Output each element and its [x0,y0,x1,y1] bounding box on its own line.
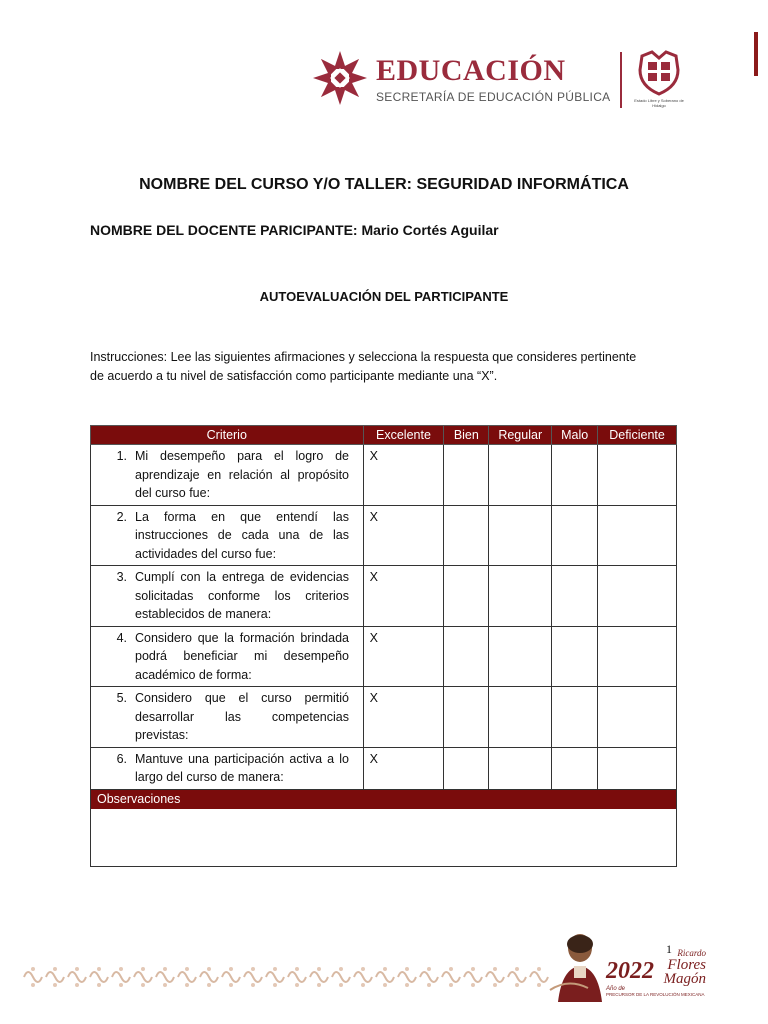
criterion-cell [91,747,364,789]
rating-cell-deficiente[interactable] [598,445,677,506]
accent-bar [754,32,758,76]
footer-logo [548,930,708,1002]
rating-cell-excelente[interactable]: X [363,505,444,566]
instructions-text: Instrucciones: Lee las siguientes afirmaciones y selecciona la respuesta que consideres pertinente de acuerdo a tu nivel de satisfacción como participante mediante una “X”. [90,350,637,383]
rating-cell-regular[interactable] [489,445,552,506]
rating-cell-excelente[interactable]: X [363,687,444,748]
footer-name [660,948,706,986]
rating-cell-excelente[interactable]: X [363,445,444,506]
criterion-number: 1. [116,449,127,463]
observations-box [90,789,677,867]
logo-divider [620,52,622,108]
footer-name-mid: Flores [667,957,706,973]
table-row [91,626,677,687]
rating-cell-deficiente[interactable] [598,687,677,748]
seal-caption: Estado Libre y Soberano de Hidalgo [634,98,684,108]
rating-cell-bien[interactable] [444,687,489,748]
rating-cell-deficiente[interactable] [598,747,677,789]
teacher-name: NOMBRE DEL DOCENTE PARICIPANTE: Mario Cortés Aguilar [90,222,499,238]
rating-cell-regular[interactable] [489,505,552,566]
criterion-cell [91,505,364,566]
table-row [91,445,677,506]
column-header-criterio: Criterio [91,426,364,445]
course-title: NOMBRE DEL CURSO Y/O TALLER: SEGURIDAD INFORMÁTICA [139,176,629,193]
footer-name-last: Magón [663,971,706,987]
table-row [91,505,677,566]
column-header-malo: Malo [552,426,598,445]
footer-tagline: PRECURSOR DE LA REVOLUCIÓN MEXICANA [606,992,705,997]
observations-label: Observaciones [91,790,676,809]
education-star-icon [312,50,368,106]
rating-cell-malo[interactable] [552,445,598,506]
brand-name: EDUCACIÓN [376,54,566,87]
rating-cell-excelente[interactable]: X [363,626,444,687]
page-number: 1 [666,942,672,956]
rating-cell-regular[interactable] [489,566,552,627]
criterion-number: 4. [116,630,127,645]
criterion-cell [91,626,364,687]
column-header-deficiente: Deficiente [598,426,677,445]
portrait-illustration-icon [548,930,608,1002]
table-row [91,687,677,748]
column-header-regular: Regular [489,426,552,445]
rating-cell-deficiente[interactable] [598,626,677,687]
rating-cell-malo[interactable] [552,687,598,748]
footer-year: 2022 [606,958,654,984]
rating-cell-regular[interactable] [489,687,552,748]
rating-cell-malo[interactable] [552,505,598,566]
rating-cell-bien[interactable] [444,747,489,789]
criterion-text: Cumplí con la entrega de evidencias solicitadas conforme los criterios establecidos de manera: [135,570,349,621]
table-row [91,566,677,627]
rating-cell-malo[interactable] [552,626,598,687]
criterion-text: Mi desempeño para el logro de aprendizaje en relación al propósito del curso fue: [135,449,349,500]
rating-cell-malo[interactable] [552,566,598,627]
rating-cell-bien[interactable] [444,566,489,627]
rating-cell-excelente[interactable]: X [363,566,444,627]
rating-cell-regular[interactable] [489,747,552,789]
state-seal-icon [634,50,684,96]
rating-cell-bien[interactable] [444,626,489,687]
rating-cell-deficiente[interactable] [598,505,677,566]
column-header-bien: Bien [444,426,489,445]
criterion-number: 5. [116,691,127,705]
brand-subtitle: SECRETARÍA DE EDUCACIÓN PÚBLICA [376,90,611,104]
footer-year-caption: Año de [606,986,626,992]
table-header-row [91,426,677,445]
rating-cell-excelente[interactable]: X [363,747,444,789]
rating-cell-bien[interactable] [444,505,489,566]
footer-name-first: Ricardo [677,948,706,958]
rating-cell-regular[interactable] [489,626,552,687]
criterion-number: 6. [116,751,127,766]
criterion-text: Mantuve una participación activa a lo largo del curso de manera: [135,751,349,784]
criterion-number: 3. [116,570,127,584]
criterion-cell [91,566,364,627]
table-row [91,747,677,789]
rating-cell-deficiente[interactable] [598,566,677,627]
rating-cell-malo[interactable] [552,747,598,789]
observations-field[interactable] [91,809,676,865]
criterion-text: La forma en que entendí las instrucciones de cada una de las actividades del curso fue: [135,509,349,561]
criterion-cell [91,687,364,748]
evaluation-table [90,425,677,790]
criterion-text: Considero que la formación brindada podrá beneficiar mi desempeño académico de forma: [135,630,349,682]
criterion-cell [91,445,364,506]
criterion-text: Considero que el curso permitió desarrollar las competencias previstas: [135,691,349,742]
column-header-excelente: Excelente [363,426,444,445]
section-title: AUTOEVALUACIÓN DEL PARTICIPANTE [259,289,509,304]
criterion-number: 2. [116,509,127,524]
footer-ornament [22,964,550,990]
header-logo [312,48,732,118]
rating-cell-bien[interactable] [444,445,489,506]
